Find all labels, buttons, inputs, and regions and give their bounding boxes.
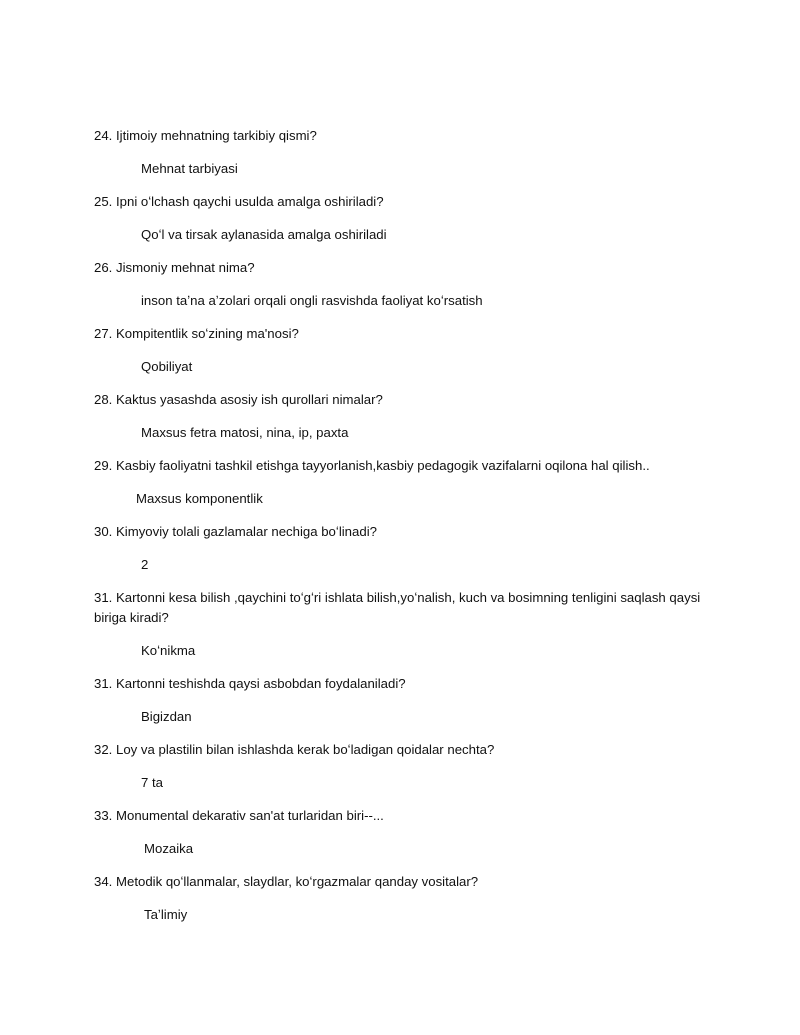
question-31b: 31. Kartonni teshishda qaysi asbobdan foydalaniladi? (94, 676, 406, 691)
question-26: 26. Jismoniy mehnat nima? (94, 260, 255, 275)
question-24: 24. Ijtimoiy mehnatning tarkibiy qismi? (94, 128, 317, 143)
question-answer-list (94, 126, 734, 925)
answer-24: Mehnat tarbiyasi (141, 161, 238, 176)
question-34: 34. Metodik qoʻllanmalar, slaydlar, koʻrgazmalar qanday vositalar? (94, 874, 479, 889)
answer-30: 2 (141, 557, 149, 572)
answer-33: Mozaika (144, 841, 194, 856)
answer-31b: Bigizdan (141, 709, 192, 724)
answer-26: inson taʼna aʼzolari orqali ongli rasvishda faoliyat koʻrsatish (141, 293, 483, 308)
answer-28: Maxsus fetra matosi, nina, ip, paxta (141, 425, 349, 440)
question-31a: 31. Kartonni kesa bilish ,qaychini toʻgʻri ishlata bilish,yoʻnalish, kuch va bosimning tenligini saqlash qaysi biriga kiradi? (94, 590, 701, 625)
answer-27: Qobiliyat (141, 359, 193, 374)
question-33: 33. Monumental dekarativ san'at turlaridan biri--... (94, 808, 384, 823)
answer-29: Maxsus komponentlik (136, 491, 263, 506)
answer-32: 7 ta (141, 775, 163, 790)
question-25: 25. Ipni oʻlchash qaychi usulda amalga oshiriladi? (94, 194, 384, 209)
question-28: 28. Kaktus yasashda asosiy ish qurollari nimalar? (94, 392, 383, 407)
question-30: 30. Kimyoviy tolali gazlamalar nechiga boʻlinadi? (94, 524, 377, 539)
question-29: 29. Kasbiy faoliyatni tashkil etishga tayyorlanish,kasbiy pedagogik vazifalarni oqilona hal qilish.. (94, 458, 650, 473)
answer-25: Qoʻl va tirsak aylanasida amalga oshiriladi (141, 227, 387, 242)
question-27: 27. Kompitentlik soʻzining ma'nosi? (94, 326, 299, 341)
question-32: 32. Loy va plastilin bilan ishlashda kerak boʻladigan qoidalar nechta? (94, 742, 495, 757)
answer-34: Taʼlimiy (144, 907, 188, 922)
answer-31a: Koʻnikma (141, 643, 196, 658)
